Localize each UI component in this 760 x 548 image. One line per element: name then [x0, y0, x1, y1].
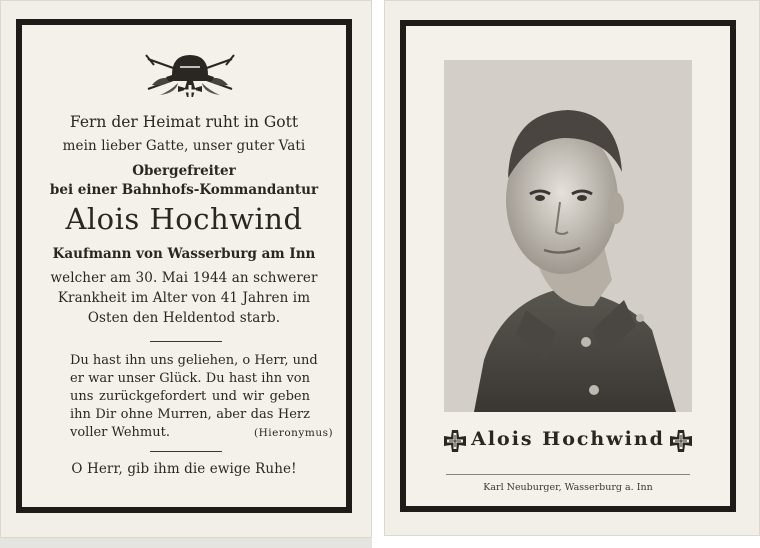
- prayer: O Herr, gib ihm die ewige Ruhe!: [71, 461, 297, 477]
- soldier-portrait-image: [444, 60, 692, 412]
- death-line-3: Osten den Heldentod starb.: [87, 310, 281, 326]
- portrait-photo: [444, 60, 692, 412]
- deceased-name: Alois Hochwind: [65, 202, 303, 236]
- occupation: Kaufmann von Wasserburg am Inn: [52, 246, 316, 262]
- rank: Obergefreiter: [132, 163, 236, 179]
- quote-line-2: er war unser Glück. Du hast ihn von: [70, 371, 310, 386]
- unit: bei einer Bahnhofs-Kommandantur: [49, 182, 319, 198]
- helmet-emblem-icon: [140, 45, 240, 107]
- death-line-1: welcher am 30. Mai 1944 an schwerer: [50, 270, 318, 286]
- quote-line-4: ihn Dir ohne Murren, aber das Herz: [70, 407, 310, 422]
- death-line-2: Krankheit im Alter von 41 Jahren im: [57, 290, 311, 306]
- heading: Fern der Heimat ruht in Gott: [69, 113, 299, 131]
- quote-line-5: voller Wehmut.: [70, 425, 170, 440]
- portrait-name: Alois Hochwind: [471, 428, 665, 450]
- quote-line-3: uns zurückgefordert und wir geben: [70, 389, 310, 404]
- imprint-divider: [446, 474, 690, 475]
- iron-cross-icon-right: [670, 430, 692, 452]
- left-mourning-frame: [16, 19, 352, 513]
- divider-bottom: [150, 451, 222, 452]
- quote-author: (Hieronymus): [254, 427, 334, 439]
- printer-imprint: Karl Neuburger, Wasserburg a. Inn: [483, 482, 653, 493]
- divider-top: [150, 341, 222, 342]
- quote-line-1: Du hast ihn uns geliehen, o Herr, und: [70, 353, 318, 368]
- relation: mein lieber Gatte, unser guter Vati: [62, 138, 306, 154]
- right-mourning-frame: [400, 20, 736, 512]
- scan-edge: [0, 538, 372, 548]
